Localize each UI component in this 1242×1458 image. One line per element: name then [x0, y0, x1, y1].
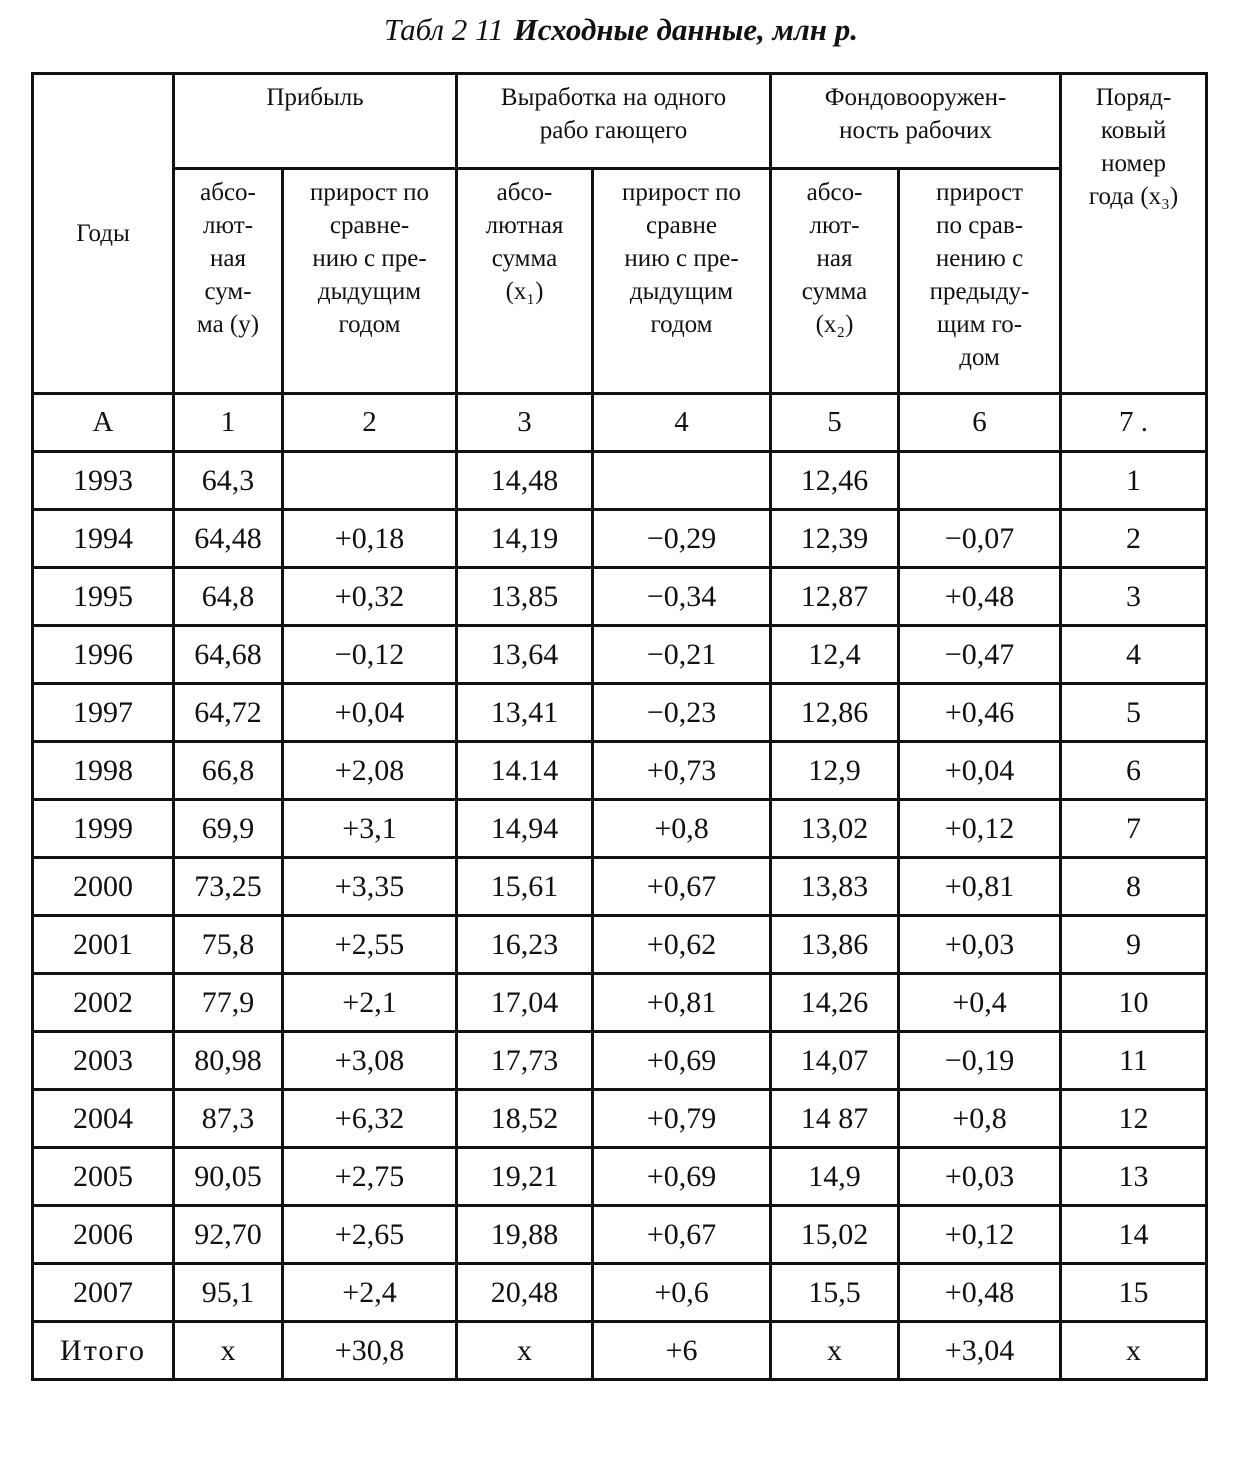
profit-abs-cell: 80,98 [174, 1032, 283, 1090]
equip-inc-cell: +0,48 [899, 568, 1061, 626]
output-inc-cell: +0,67 [593, 1206, 771, 1264]
equip-abs-cell: 14 87 [771, 1090, 899, 1148]
table-row [33, 1148, 1207, 1206]
equip-abs-cell: 12,9 [771, 742, 899, 800]
output-inc-cell: +0,8 [593, 800, 771, 858]
column-number: 5 [771, 394, 899, 452]
equip-inc-cell: −0,07 [899, 510, 1061, 568]
output-abs-cell: 17,73 [457, 1032, 593, 1090]
table-row [33, 742, 1207, 800]
year-cell: 2000 [33, 858, 174, 916]
equip-abs-cell: 12,39 [771, 510, 899, 568]
output-inc-cell: +0,6 [593, 1264, 771, 1322]
output-inc-cell [593, 452, 771, 510]
equip-inc-cell: −0,19 [899, 1032, 1061, 1090]
header-order: Поряд- ковый номер года (x₃) [1061, 74, 1207, 394]
table-row [33, 800, 1207, 858]
order-cell: 11 [1061, 1032, 1207, 1090]
year-cell: 2007 [33, 1264, 174, 1322]
profit-inc-cell: +3,35 [283, 858, 457, 916]
equip-abs-cell: 13,83 [771, 858, 899, 916]
table-row [33, 1206, 1207, 1264]
profit-abs-cell: 73,25 [174, 858, 283, 916]
profit-abs-cell: 64,68 [174, 626, 283, 684]
output-inc-cell: +0,81 [593, 974, 771, 1032]
equip-inc-cell: +0,03 [899, 1148, 1061, 1206]
year-cell: 1999 [33, 800, 174, 858]
output-abs-cell: 14,48 [457, 452, 593, 510]
column-number: 6 [899, 394, 1061, 452]
year-cell: 1994 [33, 510, 174, 568]
profit-inc-cell: +3,08 [283, 1032, 457, 1090]
profit-abs-cell: 64,48 [174, 510, 283, 568]
order-cell: 15 [1061, 1264, 1207, 1322]
table-row [33, 916, 1207, 974]
year-cell: 2004 [33, 1090, 174, 1148]
output-abs-cell: 14.14 [457, 742, 593, 800]
output-abs-cell: 14,19 [457, 510, 593, 568]
order-cell: 12 [1061, 1090, 1207, 1148]
profit-abs-cell: 90,05 [174, 1148, 283, 1206]
equip-abs-cell: 15,5 [771, 1264, 899, 1322]
profit-abs-cell: 66,8 [174, 742, 283, 800]
output-inc-cell: +0,69 [593, 1148, 771, 1206]
equip-abs-cell: 14,26 [771, 974, 899, 1032]
profit-inc-cell: −0,12 [283, 626, 457, 684]
output-abs-cell: 19,21 [457, 1148, 593, 1206]
column-number: 1 [174, 394, 283, 452]
year-cell: 1995 [33, 568, 174, 626]
profit-inc-cell: +6,32 [283, 1090, 457, 1148]
output-abs-cell: 15,61 [457, 858, 593, 916]
table-row [33, 626, 1207, 684]
totals-cell: +6 [593, 1322, 771, 1380]
equip-inc-cell: +0,8 [899, 1090, 1061, 1148]
totals-row [33, 1322, 1207, 1380]
totals-cell: x [771, 1322, 899, 1380]
profit-inc-cell: +2,4 [283, 1264, 457, 1322]
equip-abs-cell: 13,86 [771, 916, 899, 974]
profit-abs-cell: 92,70 [174, 1206, 283, 1264]
profit-inc-cell: +2,55 [283, 916, 457, 974]
output-abs-cell: 19,88 [457, 1206, 593, 1264]
equip-inc-cell [899, 452, 1061, 510]
header-profit: Прибыль [174, 74, 457, 169]
equip-abs-cell: 14,07 [771, 1032, 899, 1090]
header-years: Годы [33, 74, 174, 394]
profit-abs-cell: 64,3 [174, 452, 283, 510]
column-number: А [33, 394, 174, 452]
output-inc-cell: +0,67 [593, 858, 771, 916]
order-cell: 6 [1061, 742, 1207, 800]
output-abs-cell: 17,04 [457, 974, 593, 1032]
output-inc-cell: −0,29 [593, 510, 771, 568]
totals-cell: x [1061, 1322, 1207, 1380]
year-cell: 2003 [33, 1032, 174, 1090]
totals-cell: x [174, 1322, 283, 1380]
output-abs-cell: 14,94 [457, 800, 593, 858]
table-row [33, 858, 1207, 916]
equip-inc-cell: +0,12 [899, 1206, 1061, 1264]
table-number: Табл 2 11 [384, 12, 504, 47]
year-cell: 2006 [33, 1206, 174, 1264]
output-abs-cell: 16,23 [457, 916, 593, 974]
equip-abs-cell: 12,46 [771, 452, 899, 510]
output-abs-cell: 18,52 [457, 1090, 593, 1148]
totals-cell: +30,8 [283, 1322, 457, 1380]
output-inc-cell: +0,69 [593, 1032, 771, 1090]
table-caption [0, 8, 1242, 52]
year-cell: 1996 [33, 626, 174, 684]
profit-abs-cell: 77,9 [174, 974, 283, 1032]
table-row [33, 974, 1207, 1032]
year-cell: 1998 [33, 742, 174, 800]
output-abs-cell: 13,64 [457, 626, 593, 684]
order-cell: 9 [1061, 916, 1207, 974]
equip-abs-cell: 14,9 [771, 1148, 899, 1206]
profit-inc-cell: +0,32 [283, 568, 457, 626]
output-inc-cell: −0,34 [593, 568, 771, 626]
table-title: Исходные данные, млн р. [513, 12, 858, 47]
output-inc-cell: +0,79 [593, 1090, 771, 1148]
equip-abs-cell: 15,02 [771, 1206, 899, 1264]
header-profit-abs: абсо- лют- ная сум- ма (y) [174, 169, 283, 394]
column-number: 2 [283, 394, 457, 452]
header-equip-abs: абсо- лют- ная сумма (x₂) [771, 169, 899, 394]
table-row [33, 1264, 1207, 1322]
header-profit-inc: прирост по сравне- нию с пре- дыдущим годом [283, 169, 457, 394]
profit-inc-cell: +2,75 [283, 1148, 457, 1206]
column-number: 7 . [1061, 394, 1207, 452]
profit-abs-cell: 69,9 [174, 800, 283, 858]
table-row [33, 568, 1207, 626]
year-cell: 2002 [33, 974, 174, 1032]
year-cell: 1997 [33, 684, 174, 742]
header-output-abs: абсо- лютная сумма (x₁) [457, 169, 593, 394]
profit-abs-cell: 75,8 [174, 916, 283, 974]
column-number: 3 [457, 394, 593, 452]
order-cell: 1 [1061, 452, 1207, 510]
profit-inc-cell: +3,1 [283, 800, 457, 858]
order-cell: 7 [1061, 800, 1207, 858]
equip-inc-cell: +0,48 [899, 1264, 1061, 1322]
output-abs-cell: 13,41 [457, 684, 593, 742]
equip-inc-cell: −0,47 [899, 626, 1061, 684]
header-output: Выработка на одного рабо гающего [457, 74, 771, 169]
profit-abs-cell: 64,72 [174, 684, 283, 742]
column-number-row [33, 394, 1207, 452]
table-row [33, 510, 1207, 568]
header-output-inc: прирост по сравне нию с пре- дыдущим годом [593, 169, 771, 394]
order-cell: 4 [1061, 626, 1207, 684]
totals-label: Итого [33, 1322, 174, 1380]
order-cell: 14 [1061, 1206, 1207, 1264]
order-cell: 13 [1061, 1148, 1207, 1206]
equip-abs-cell: 12,86 [771, 684, 899, 742]
profit-inc-cell: +0,18 [283, 510, 457, 568]
output-inc-cell: +0,73 [593, 742, 771, 800]
table-row [33, 684, 1207, 742]
profit-inc-cell: +2,08 [283, 742, 457, 800]
equip-abs-cell: 12,87 [771, 568, 899, 626]
year-cell: 2001 [33, 916, 174, 974]
equip-inc-cell: +0,12 [899, 800, 1061, 858]
table-row [33, 452, 1207, 510]
order-cell: 8 [1061, 858, 1207, 916]
column-number: 4 [593, 394, 771, 452]
profit-inc-cell: +2,65 [283, 1206, 457, 1264]
equip-abs-cell: 13,02 [771, 800, 899, 858]
profit-inc-cell: +2,1 [283, 974, 457, 1032]
header-equipment: Фондовооружен- ность рабочих [771, 74, 1061, 169]
output-abs-cell: 20,48 [457, 1264, 593, 1322]
profit-inc-cell: +0,04 [283, 684, 457, 742]
totals-cell: x [457, 1322, 593, 1380]
header-row-top [33, 74, 1207, 169]
equip-abs-cell: 12,4 [771, 626, 899, 684]
profit-abs-cell: 64,8 [174, 568, 283, 626]
output-inc-cell: −0,21 [593, 626, 771, 684]
header-row-sub [33, 169, 1207, 394]
order-cell: 3 [1061, 568, 1207, 626]
data-table [31, 72, 1208, 1381]
table-row [33, 1032, 1207, 1090]
output-inc-cell: +0,62 [593, 916, 771, 974]
output-inc-cell: −0,23 [593, 684, 771, 742]
year-cell: 2005 [33, 1148, 174, 1206]
table-row [33, 1090, 1207, 1148]
profit-abs-cell: 95,1 [174, 1264, 283, 1322]
profit-inc-cell [283, 452, 457, 510]
equip-inc-cell: +0,04 [899, 742, 1061, 800]
profit-abs-cell: 87,3 [174, 1090, 283, 1148]
output-abs-cell: 13,85 [457, 568, 593, 626]
equip-inc-cell: +0,81 [899, 858, 1061, 916]
equip-inc-cell: +0,4 [899, 974, 1061, 1032]
order-cell: 5 [1061, 684, 1207, 742]
order-cell: 2 [1061, 510, 1207, 568]
year-cell: 1993 [33, 452, 174, 510]
equip-inc-cell: +0,46 [899, 684, 1061, 742]
equip-inc-cell: +0,03 [899, 916, 1061, 974]
totals-cell: +3,04 [899, 1322, 1061, 1380]
order-cell: 10 [1061, 974, 1207, 1032]
header-equip-inc: прирост по срав- нению с предыду- щим го- дом [899, 169, 1061, 394]
